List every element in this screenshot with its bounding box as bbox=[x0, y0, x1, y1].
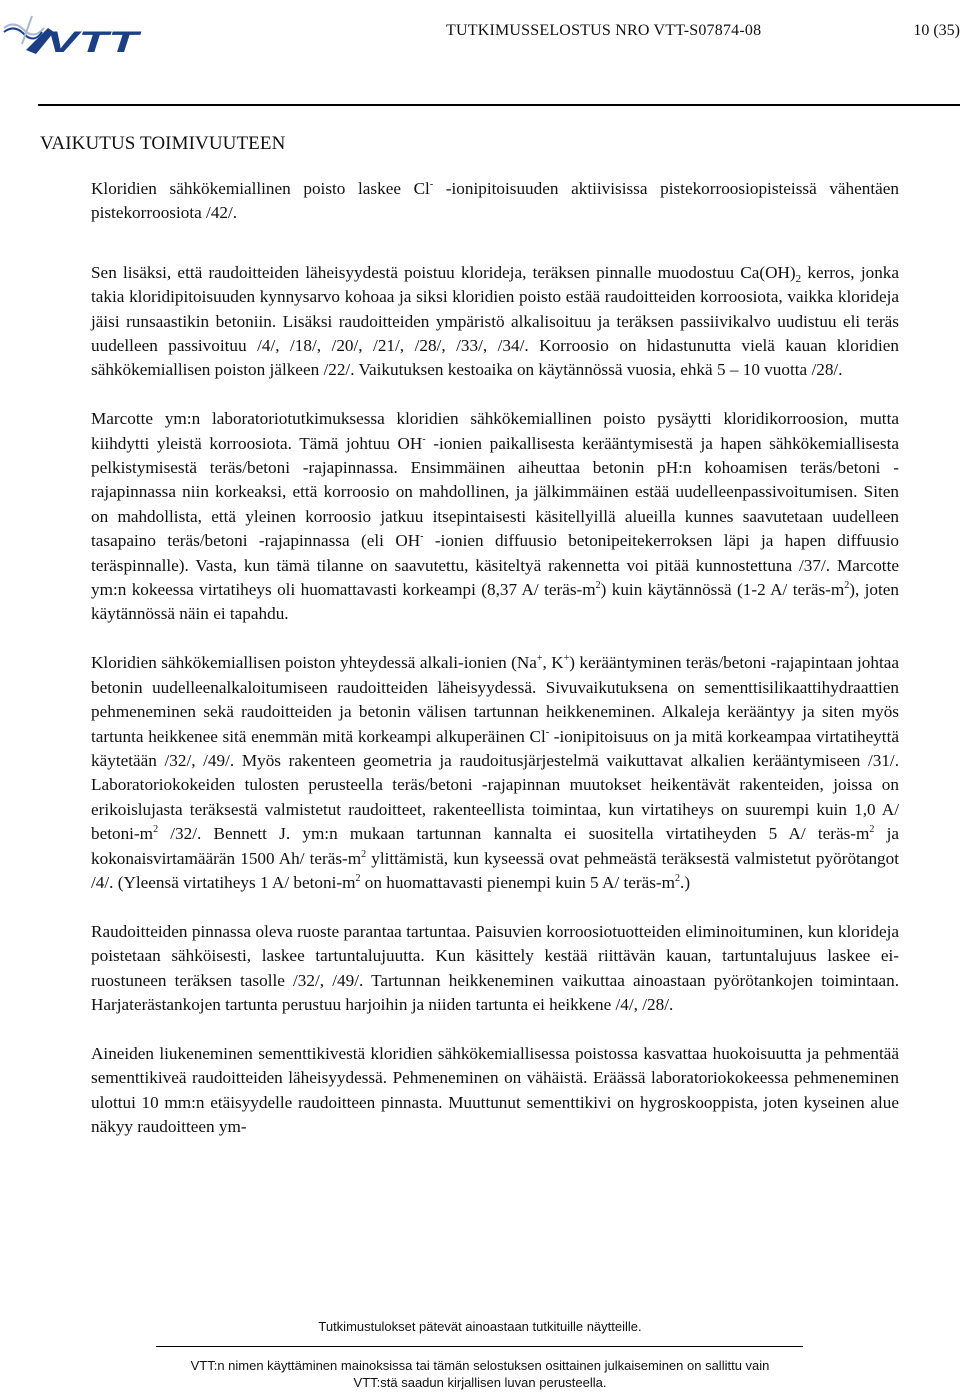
body-text bbox=[91, 177, 899, 1164]
paragraph-3: Marcotte ym:n laboratoriotutkimuksessa kloridien sähkökemiallinen poisto pysäytti kloridikorroosion, mutta kiihdytti yleistä korroosiota. Tämä johtuu OH- -ionien paikallisesta kerääntymisestä ja hapen sähkökemiallisesta pelkistymisestä teräs/betoni -rajapinnassa. Ensimmäinen aiheuttaa betonin pH:n kohoamisen teräs/betoni -rajapinnassa niin korkeaksi, että korroosio on mahdollinen, ja jälkimmäinen estää uudelleenpassivoitumisen. Siten on mahdollista, että yleinen korroosio jatkuu itsepintaisesti käsitellyillä alueilla kunnes saavutetaan uudelleen tasapaino teräs/betoni -rajapinnassa (eli OH- -ionien diffuusio betonipeitekerroksen läpi ja hapen diffuusio teräspinnalle). Vasta, kun tämä tilanne on saavutettu, käsiteltyä rakennetta voi pitää kunnostettuna /37/. Marcotte ym:n kokeessa virtatiheys oli huomattavasti korkeampi (8,37 A/ teräs-$m^2$) kuin käytännössä (1-2 A/ teräs-$m^2$), joten käytännössä näin ei tapahdu. bbox=[91, 409, 900, 624]
footer-rule bbox=[156, 1346, 803, 1347]
logo-text: VTT bbox=[46, 26, 142, 56]
paragraph-4: Kloridien sähkökemiallisen poiston yhteydessä alkali-ionien (Na+, K+) kerääntyminen teräs/betoni -rajapintaan johtaa betonin uudelleenalkaloitumiseen raudoitteiden läheisyydessä. Sivuvaikutuksena on sementtisilikaattihydraattien pehmeneminen sekä raudoitteiden ja betonin välisen tartunnan heikkeneminen. Alkaleja kerääntyy ja siten myös tartunta heikkenee sitä enemmän mitä korkeampi alkuperäinen Cl- -ionipitoisuus on ja mitä korkeampaa virtatiheyttä käytetään /32/, /49/. Myös rakenteen geometria ja raudoitusjärjestelmä vaikuttavat alkalien kerääntymiseen /31/. Laboratoriokokeiden tulosten perusteella teräs/betoni -rajapinnan muutokset heikentävät rakenteiden, joissa on erikoislujasta teräksestä valmistetut raudoitteet, rakenteellista toimintaa, kun virtatiheys on suurempi kuin 1,0 A/ betoni-$m^2$ /32/. Bennett J. ym:n mukaan tartunnan kannalta ei suositella virtatiheyden 5 A/ teräs-$m^2$ ja kokonaisvirtamäärän 1500 Ah/ teräs-$m^2$ ylittämistä, kun kyseessä ovat pehmeästä teräksestä valmistetut pyörötangot /4/. (Yleensä virtatiheys 1 A/ betoni-$m^2$ on huomattavasti pienempi kuin 5 A/ teräs-$m^2$.) bbox=[91, 653, 900, 892]
paragraph-1: Kloridien sähkökemiallinen poisto laskee Cl- -ionipitoisuuden aktiivisissa pistekorroosiopisteissä vähentäen pistekorroosiota /42/. bbox=[91, 179, 899, 223]
footer-note: Tutkimustulokset pätevät ainoastaan tutkituille näytteille. bbox=[318, 1319, 642, 1334]
header-rule bbox=[38, 104, 960, 106]
paragraph-2: Sen lisäksi, että raudoitteiden läheisyydestä poistuu klorideja, teräksen pinnalle muodostuu $Ca(OH)_2$ kerros, jonka takia kloridipitoisuuden kynnysarvo kohoaa ja siksi kloridien poisto estää raudoitteiden korroosiota, vaikka klorideja jäisi runsaastikin betoniin. Lisäksi raudoitteiden ympäristö alkalisoituu ja teräksen passiivikalvo uudistuu eli teräs uudelleen passivoituu /4/, /18/, /20/, /21/, /28/, /33/, /34/. Korroosio on hidastunutta vielä kauan kloridien sähkökemiallisen poiston jälkeen /22/. Vaikutuksen kestoaika on käytännössä vuosia, ehkä 5 – 10 vuotta /28/. bbox=[91, 262, 900, 380]
vtt-logo bbox=[2, 4, 142, 56]
vtt-logo-graphic bbox=[2, 4, 142, 56]
paragraph-6: Aineiden liukeneminen sementtikivestä kloridien sähkökemiallisessa poistossa kasvattaa huokoisuutta ja pehmentää sementtikiveä raudoitteiden läheisyydessä. Pehmeneminen on vähäistä. Eräässä laboratoriokokeessa pehmeneminen ulottui 10 mm:n etäisyydelle raudoitteen pinnasta. Muuttunut sementtikivi on hygroskooppista, joten kyseinen alue näkyy raudoitteen ym- bbox=[91, 1043, 899, 1136]
footer-legal bbox=[0, 1357, 960, 1391]
report-title: TUTKIMUSSELOSTUS NRO VTT-S07874-08 bbox=[446, 22, 762, 39]
footer-legal-line-1: VTT:n nimen käyttäminen mainoksissa tai tämän selostuksen osittainen julkaiseminen on sallittu vain bbox=[190, 1358, 770, 1373]
page-number: 10 (35) bbox=[913, 22, 960, 39]
footer-legal-line-2: VTT:stä saadun kirjallisen luvan perusteella. bbox=[353, 1375, 607, 1390]
paragraph-5: Raudoitteiden pinnassa oleva ruoste parantaa tartuntaa. Paisuvien korroosiotuotteiden eliminoituminen, kun klorideja poistetaan sähköisesti, laskee tartuntalujuutta. Kun käsittely kestää riittävän kauan, tartuntalujuus laskee ei-ruostuneen teräksen tasolle /32/, /49/. Tartunnan heikkeneminen vaikuttaa ainoastaan pyörötankojen toimintaan. Harjaterästankojen tartunta perustuu harjoihin ja niiden tartunta ei heikkene /4/, /28/. bbox=[91, 921, 899, 1014]
section-title: VAIKUTUS TOIMIVUUTEEN bbox=[40, 133, 286, 154]
